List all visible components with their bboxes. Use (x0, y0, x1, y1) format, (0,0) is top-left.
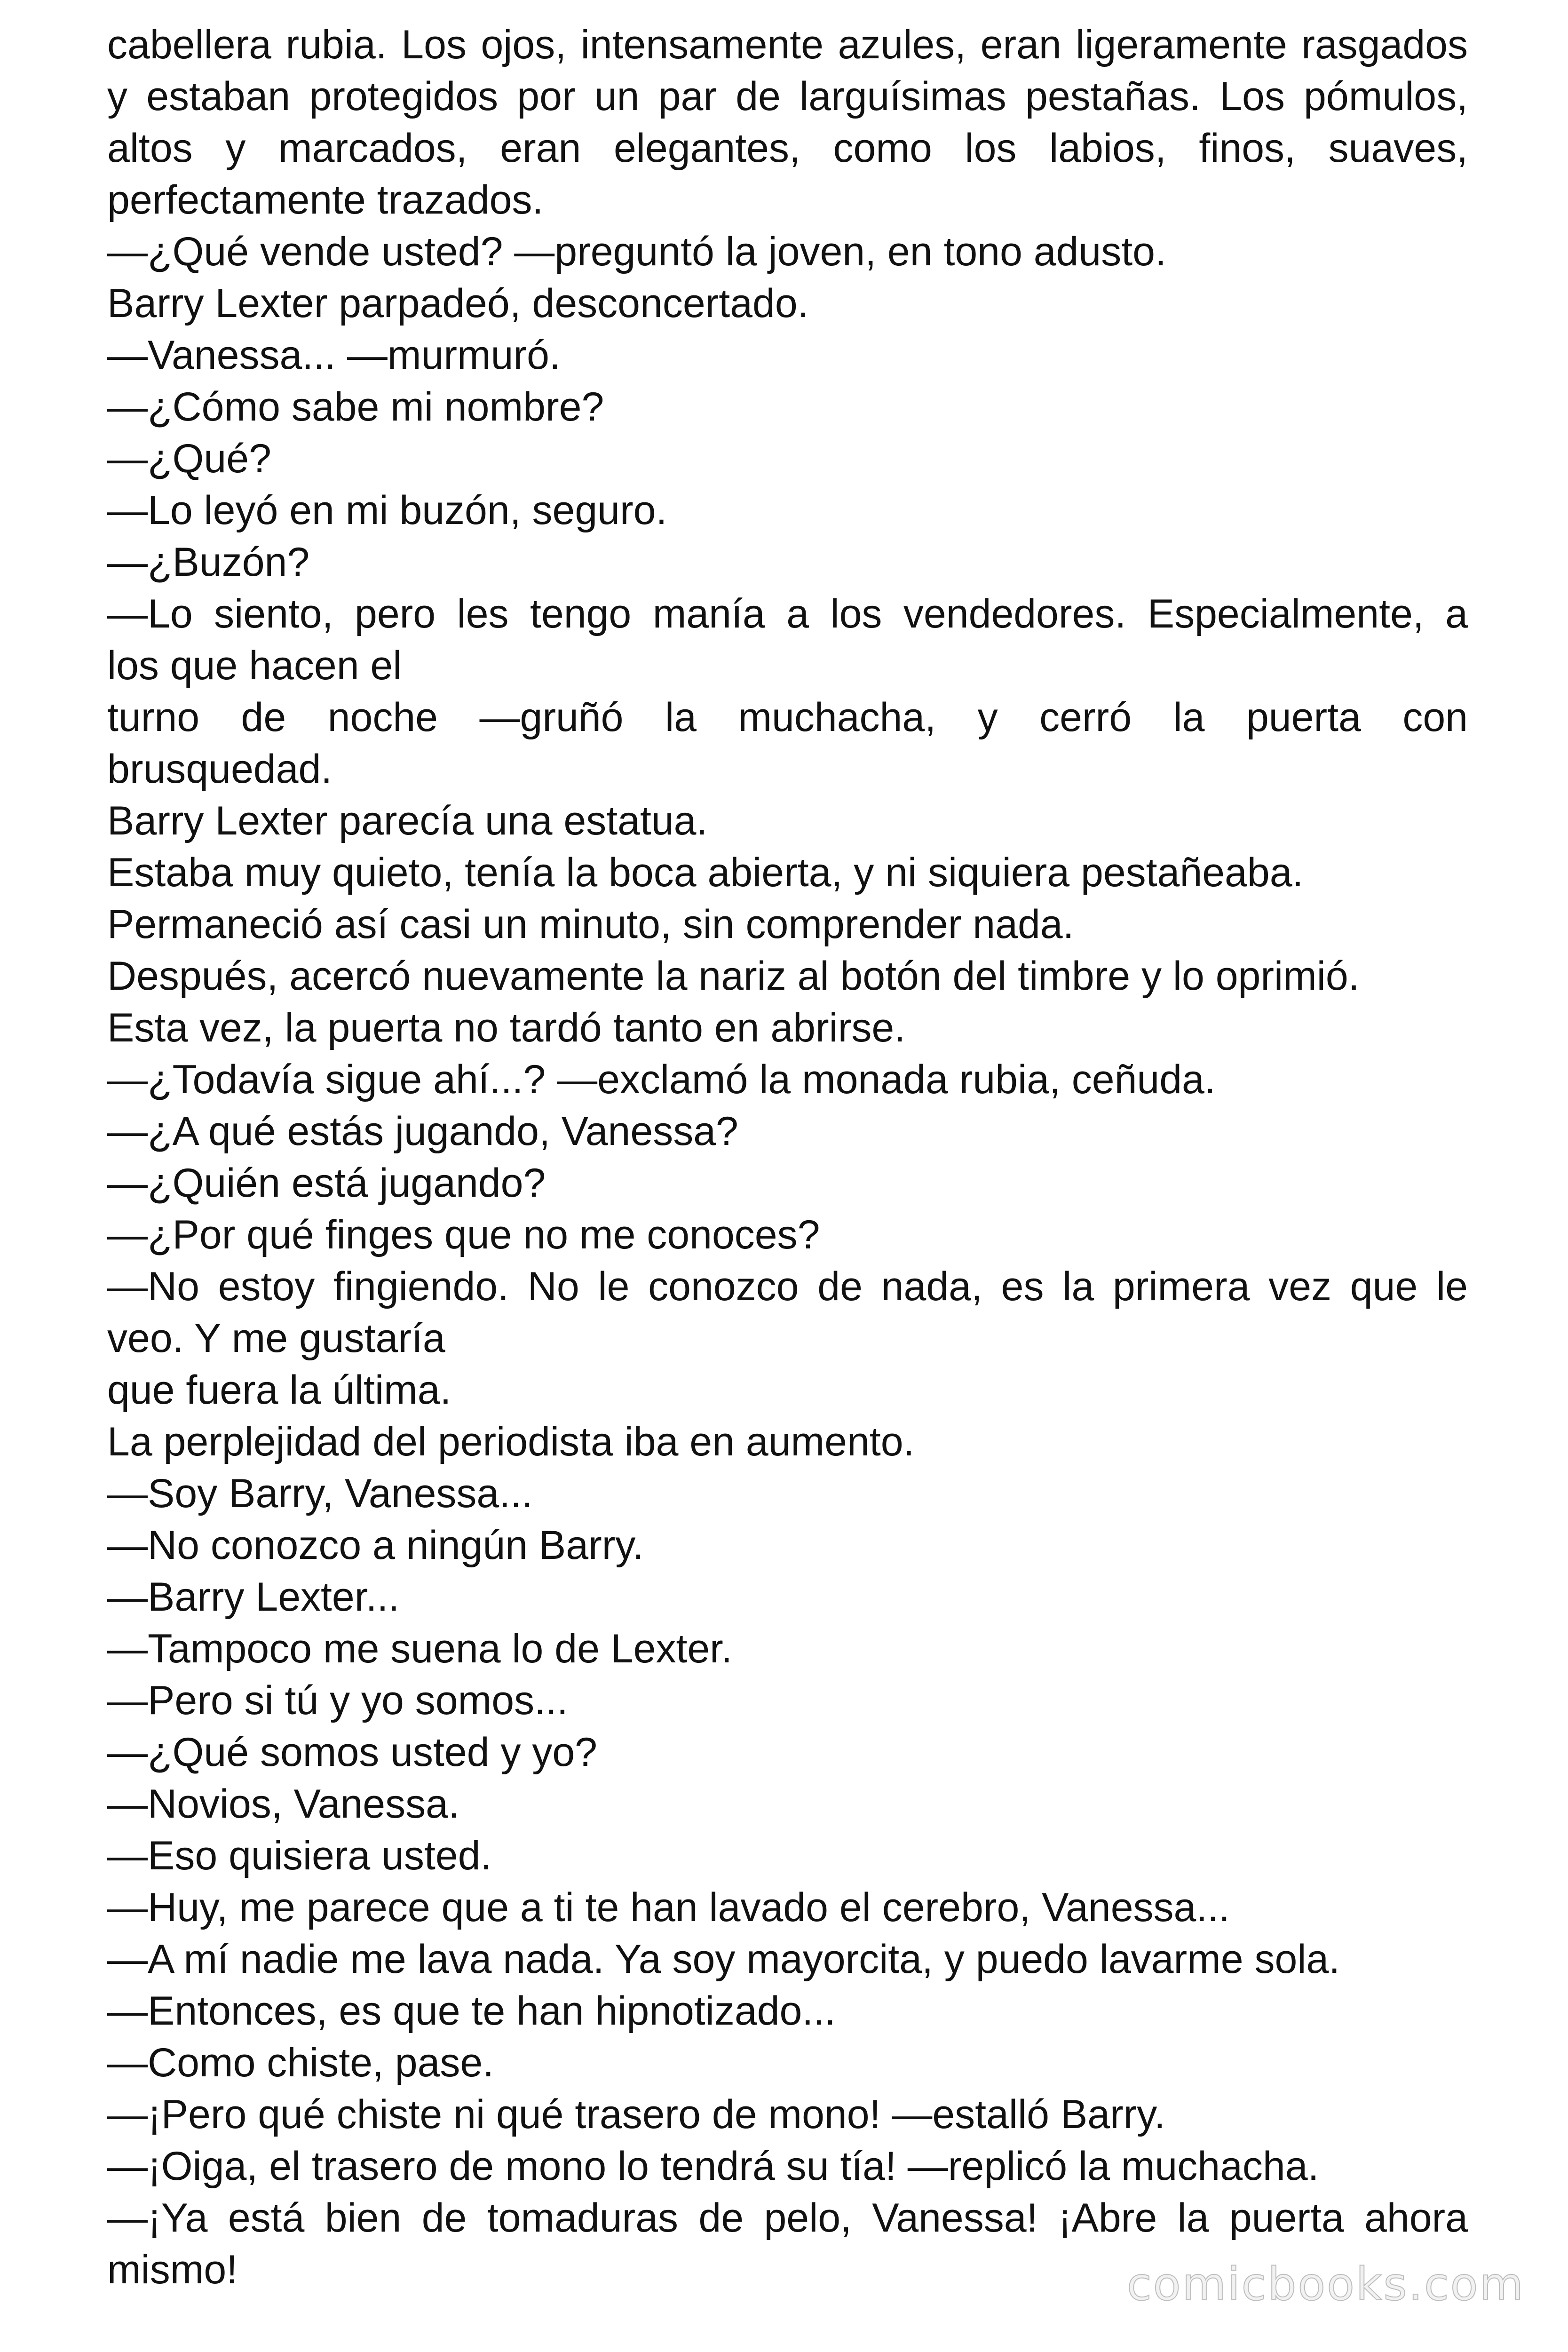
dialogue-line: —Lo siento, pero les tengo manía a los vendedores. Especialmente, a (107, 591, 1468, 636)
dialogue-line: —¿Cómo sabe mi nombre? (107, 384, 604, 429)
dialogue-line: —No conozco a ningún Barry. (107, 1523, 644, 1568)
dialogue-line: —Soy Barry, Vanessa... (107, 1471, 533, 1516)
narration-line: Estaba muy quieto, tenía la boca abierta, y ni siquiera pestañeaba. (107, 850, 1304, 895)
dialogue-line: —Novios, Vanessa. (107, 1781, 459, 1827)
dialogue-line: —Vanessa... —murmuró. (107, 333, 561, 378)
dialogue-line: —¿Quién está jugando? (107, 1160, 546, 1206)
dialogue-line: —¡Ya está bien de tomaduras de pelo, Vanessa! ¡Abre la puerta ahora mismo! (107, 2195, 1468, 2292)
dialogue-line: —Entonces, es que te han hipnotizado... (107, 1988, 836, 2034)
dialogue-line: —¿Buzón? (107, 540, 310, 585)
dialogue-line: —¿Por qué finges que no me conoces? (107, 1212, 820, 1257)
dialogue-line: —No estoy fingiendo. No le conozco de nada, es la primera vez que le (107, 1264, 1468, 1309)
narration-line: Permaneció así casi un minuto, sin comprender nada. (107, 902, 1074, 947)
narration-line: Barry Lexter parpadeó, desconcertado. (107, 281, 809, 326)
narration-line: Esta vez, la puerta no tardó tanto en abrirse. (107, 1005, 906, 1050)
narration-line: Barry Lexter parecía una estatua. (107, 798, 708, 843)
dialogue-line-continued: veo. Y me gustaría (107, 1316, 445, 1361)
dialogue-line: —¿Todavía sigue ahí...? —exclamó la monada rubia, ceñuda. (107, 1057, 1216, 1102)
dialogue-line: —A mí nadie me lava nada. Ya soy mayorcita, y puedo lavarme sola. (107, 1937, 1340, 1982)
dialogue-line-continued: que fuera la última. (107, 1367, 451, 1413)
dialogue-line-continued: turno de noche —gruñó la muchacha, y cerró la puerta con (107, 695, 1468, 740)
dialogue-line: —Barry Lexter... (107, 1574, 400, 1620)
dialogue-line: —Lo leyó en mi buzón, seguro. (107, 488, 667, 533)
dialogue-line: —Pero si tú y yo somos... (107, 1678, 568, 1723)
paragraph-description: cabellera rubia. Los ojos, intensamente azules, eran ligeramente rasgados y estaban protegidos por un par de larguísimas pestañas. Los pómulos, altos y marcados, eran elegantes, como los labios, finos, suaves, perfectamente trazados. (107, 22, 1468, 222)
dialogue-line: —Huy, me parece que a ti te han lavado el cerebro, Vanessa... (107, 1885, 1230, 1930)
narration-line: Después, acercó nuevamente la nariz al botón del timbre y lo oprimió. (107, 954, 1360, 999)
watermark-logo: comicbooks.com (1126, 2258, 1525, 2311)
dialogue-line: —Como chiste, pase. (107, 2040, 494, 2085)
dialogue-line: —Eso quisiera usted. (107, 1833, 492, 1878)
dialogue-line-continued: los que hacen el (107, 643, 402, 688)
dialogue-line: —Tampoco me suena lo de Lexter. (107, 1626, 732, 1671)
dialogue-line: —¡Pero qué chiste ni qué trasero de mono! —estalló Barry. (107, 2092, 1165, 2137)
dialogue-line-continued: brusquedad. (107, 747, 333, 792)
narration-line: La perplejidad del periodista iba en aumento. (107, 1419, 915, 1464)
dialogue-line: —¿A qué estás jugando, Vanessa? (107, 1109, 738, 1154)
dialogue-line: —¿Qué vende usted? —preguntó la joven, en tono adusto. (107, 229, 1166, 274)
dialogue-line: —¿Qué? (107, 436, 271, 481)
dialogue-line: —¿Qué somos usted y yo? (107, 1730, 597, 1775)
page-text (107, 19, 1468, 2296)
dialogue-line: —¡Oiga, el trasero de mono lo tendrá su tía! —replicó la muchacha. (107, 2144, 1319, 2189)
